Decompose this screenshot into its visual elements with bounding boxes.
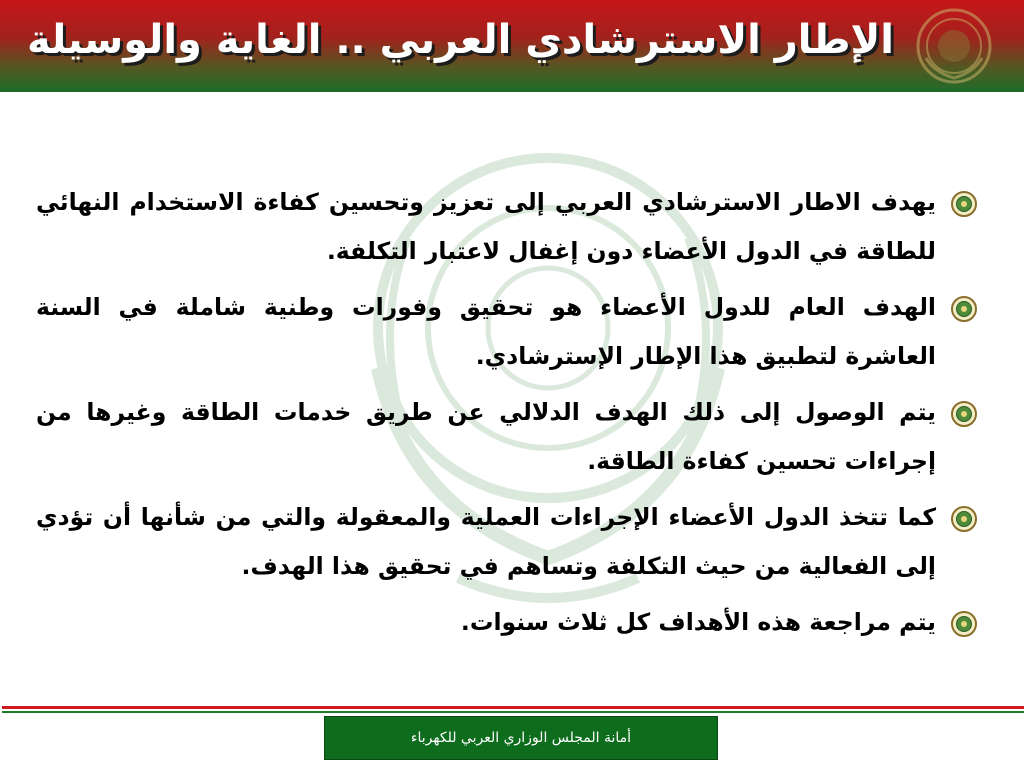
- emblem-bullet-icon: [950, 610, 978, 638]
- emblem-bullet-icon: [950, 295, 978, 323]
- list-item: [36, 598, 984, 647]
- bullet-text: يتم مراجعة هذه الأهداف كل ثلاث سنوات.: [460, 608, 936, 636]
- list-item: [36, 283, 984, 381]
- footer-banner: [324, 716, 718, 760]
- list-item: [36, 178, 984, 276]
- bullet-text: الهدف العام للدول الأعضاء هو تحقيق وفورات وطنية شاملة في السنة العاشرة لتطبيق هذا الإطار الإسترشادي.: [36, 293, 936, 370]
- bullet-text: كما تتخذ الدول الأعضاء الإجراءات العملية والمعقولة والتي من شأنها أن تؤدي إلى الفعالية من حيث التكلفة وتساهم في تحقيق هذا الهدف.: [36, 503, 936, 580]
- title-bar: [0, 0, 1024, 92]
- footer-divider-green: [2, 711, 1024, 713]
- bullet-text: يتم الوصول إلى ذلك الهدف الدلالي عن طريق خدمات الطاقة وغيرها من إجراءات تحسين كفاءة الطاقة.: [36, 398, 936, 475]
- bullet-list: [36, 178, 984, 654]
- arab-league-emblem-icon: [914, 6, 994, 86]
- emblem-bullet-icon: [950, 505, 978, 533]
- footer-divider-red: [2, 706, 1024, 709]
- footer-text: أمانة المجلس الوزاري العربي للكهرباء: [410, 730, 632, 746]
- bullet-text: يهدف الاطار الاسترشادي العربي إلى تعزيز وتحسين كفاءة الاستخدام النهائي للطاقة في الدول الأعضاء دون إغفال لاعتبار التكلفة.: [36, 188, 936, 265]
- slide-title: الإطار الاسترشادي العربي .. الغاية والوسيلة: [26, 17, 894, 63]
- emblem-bullet-icon: [950, 400, 978, 428]
- list-item: [36, 388, 984, 486]
- emblem-bullet-icon: [950, 190, 978, 218]
- list-item: [36, 493, 984, 591]
